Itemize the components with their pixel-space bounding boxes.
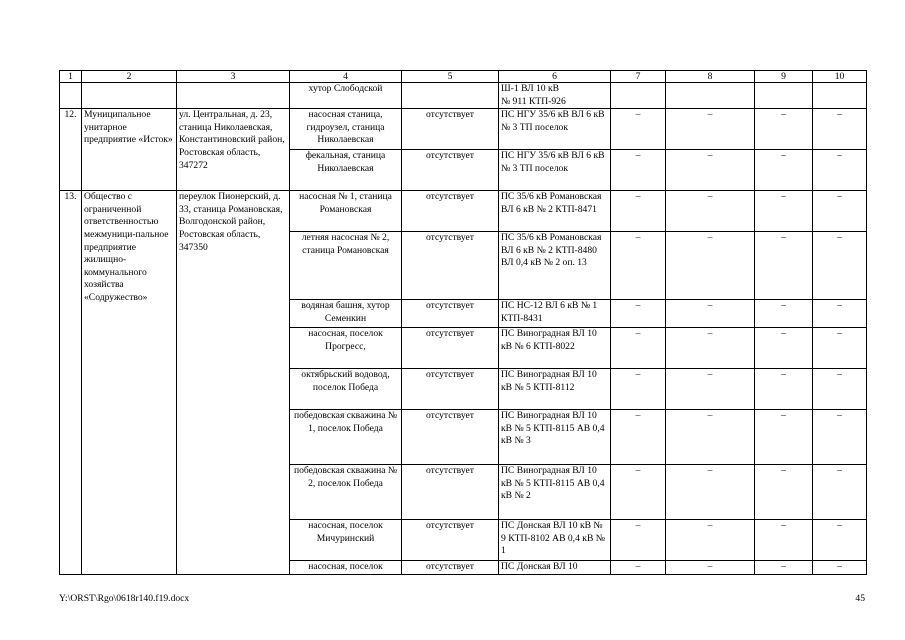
organization-name: Общество с ограниченной ответственностью межмуници-пальное предприятие жилищно-коммунального хозяйства «Содружество» bbox=[82, 191, 177, 575]
feed-cell: ПС Донская ВЛ 10 кВ № 9 КТП-8102 АВ 0,4 кВ № 1 bbox=[499, 520, 611, 561]
feed-cell: Ш-1 ВЛ 10 кВ № 911 КТП-926 bbox=[499, 83, 611, 109]
object-cell: летняя насосная № 2, станица Романовская bbox=[290, 232, 402, 300]
dash-cell: – bbox=[611, 520, 666, 561]
dash-cell: – bbox=[666, 232, 755, 300]
col-header-10: 10 bbox=[813, 71, 867, 83]
col-header-3: 3 bbox=[177, 71, 290, 83]
dash-cell: – bbox=[813, 191, 867, 232]
dash-cell: – bbox=[755, 109, 813, 150]
object-cell: победовская скважина № 1, поселок Победа bbox=[290, 410, 402, 465]
object-cell: водяная башня, хутор Семенкин bbox=[290, 300, 402, 328]
dash-cell: – bbox=[666, 300, 755, 328]
dash-cell: – bbox=[611, 328, 666, 369]
col-header-5: 5 bbox=[402, 71, 499, 83]
page-number: 45 bbox=[855, 593, 865, 604]
dash-cell: – bbox=[813, 328, 867, 369]
object-cell: хутор Слободской bbox=[290, 83, 402, 109]
dash-cell: – bbox=[666, 561, 755, 575]
dash-cell: – bbox=[755, 369, 813, 410]
dash-cell: – bbox=[611, 369, 666, 410]
feed-cell: ПС Виноградная ВЛ 10 кВ № 5 КТП-8115 АВ 0,4 кВ № 3 bbox=[499, 410, 611, 465]
organization-address: ул. Центральная, д. 23, станица Николаевская, Константиновский район, Ростовская область, 347272 bbox=[177, 109, 290, 191]
dash-cell: – bbox=[611, 561, 666, 575]
dash-cell: – bbox=[611, 109, 666, 150]
dash-cell: – bbox=[813, 561, 867, 575]
object-cell: октябрьский водовод, поселок Победа bbox=[290, 369, 402, 410]
status-cell: отсутствует bbox=[402, 561, 499, 575]
organization-name: Муниципальное унитарное предприятие «Исток» bbox=[82, 109, 177, 191]
dash-cell: – bbox=[813, 369, 867, 410]
col-header-7: 7 bbox=[611, 71, 666, 83]
dash-cell: – bbox=[755, 232, 813, 300]
dash-cell: – bbox=[611, 191, 666, 232]
table-row bbox=[60, 191, 867, 232]
dash-cell: – bbox=[666, 410, 755, 465]
dash-cell: – bbox=[611, 410, 666, 465]
dash-cell: – bbox=[666, 328, 755, 369]
dash-cell: – bbox=[813, 232, 867, 300]
status-cell: отсутствует bbox=[402, 232, 499, 300]
status-cell: отсутствует bbox=[402, 191, 499, 232]
dash-cell: – bbox=[813, 150, 867, 191]
file-path: Y:\ORST\Rgo\0618r140.f19.docx bbox=[59, 593, 190, 604]
dash-cell: – bbox=[755, 465, 813, 520]
feed-cell: ПС НГУ 35/6 кВ ВЛ 6 кВ № 3 ТП поселок bbox=[499, 109, 611, 150]
document-table bbox=[59, 70, 867, 575]
status-cell: отсутствует bbox=[402, 520, 499, 561]
object-cell: насосная № 1, станица Романовская bbox=[290, 191, 402, 232]
dash-cell: – bbox=[813, 520, 867, 561]
table-body bbox=[60, 71, 867, 575]
status-cell: отсутствует bbox=[402, 328, 499, 369]
status-cell: отсутствует bbox=[402, 109, 499, 150]
dash-cell: – bbox=[755, 328, 813, 369]
dash-cell: – bbox=[813, 410, 867, 465]
dash-cell: – bbox=[666, 520, 755, 561]
col-header-1: 1 bbox=[60, 71, 82, 83]
col-header-6: 6 bbox=[499, 71, 611, 83]
object-cell: победовская скважина № 2, поселок Победа bbox=[290, 465, 402, 520]
object-cell: насосная, поселок bbox=[290, 561, 402, 575]
object-cell: фекальная, станица Николаевская bbox=[290, 150, 402, 191]
dash-cell: – bbox=[666, 109, 755, 150]
dash-cell: – bbox=[666, 150, 755, 191]
dash-cell: – bbox=[611, 465, 666, 520]
status-cell: отсутствует bbox=[402, 410, 499, 465]
status-cell: отсутствует bbox=[402, 150, 499, 191]
dash-cell: – bbox=[611, 300, 666, 328]
status-cell: отсутствует bbox=[402, 300, 499, 328]
col-header-4: 4 bbox=[290, 71, 402, 83]
col-header-9: 9 bbox=[755, 71, 813, 83]
organization-address: переулок Пионерский, д. 33, станица Романовская, Волгодонской район, Ростовская область, 347350 bbox=[177, 191, 290, 575]
dash-cell: – bbox=[611, 150, 666, 191]
dash-cell: – bbox=[755, 191, 813, 232]
feed-cell: ПС Донская ВЛ 10 bbox=[499, 561, 611, 575]
entry-number: 13. bbox=[60, 191, 82, 575]
status-cell: отсутствует bbox=[402, 465, 499, 520]
col-header-8: 8 bbox=[666, 71, 755, 83]
feed-cell: ПС НС-12 ВЛ 6 кВ № 1 КТП-8431 bbox=[499, 300, 611, 328]
dash-cell: – bbox=[813, 109, 867, 150]
dash-cell: – bbox=[755, 561, 813, 575]
object-cell: насосная, поселок Прогресс, bbox=[290, 328, 402, 369]
dash-cell: – bbox=[755, 150, 813, 191]
dash-cell: – bbox=[755, 520, 813, 561]
dash-cell: – bbox=[611, 232, 666, 300]
feed-cell: ПС Виноградная ВЛ 10 кВ № 5 КТП-8115 АВ 0,4 кВ № 2 bbox=[499, 465, 611, 520]
dash-cell: – bbox=[666, 465, 755, 520]
table-row bbox=[60, 109, 867, 150]
status-cell: отсутствует bbox=[402, 369, 499, 410]
dash-cell: – bbox=[813, 300, 867, 328]
object-cell: насосная, поселок Мичуринский bbox=[290, 520, 402, 561]
feed-cell: ПС Виноградная ВЛ 10 кВ № 6 КТП-8022 bbox=[499, 328, 611, 369]
col-header-2: 2 bbox=[82, 71, 177, 83]
feed-cell: ПС Виноградная ВЛ 10 кВ № 5 КТП-8112 bbox=[499, 369, 611, 410]
header-row bbox=[60, 71, 867, 83]
feed-cell: ПС 35/6 кВ Романовская ВЛ 6 кВ № 2 КТП-8471 bbox=[499, 191, 611, 232]
entry-number: 12. bbox=[60, 109, 82, 191]
dash-cell: – bbox=[666, 191, 755, 232]
feed-cell: ПС НГУ 35/6 кВ ВЛ 6 кВ № 3 ТП поселок bbox=[499, 150, 611, 191]
dash-cell: – bbox=[755, 410, 813, 465]
dash-cell: – bbox=[755, 300, 813, 328]
object-cell: насосная станица, гидроузел, станица Николаевская bbox=[290, 109, 402, 150]
dash-cell: – bbox=[813, 465, 867, 520]
dash-cell: – bbox=[666, 369, 755, 410]
continuation-row bbox=[60, 83, 867, 109]
feed-cell: ПС 35/6 кВ Романовская ВЛ 6 кВ № 2 КТП-8480 ВЛ 0,4 кВ № 2 оп. 13 bbox=[499, 232, 611, 300]
